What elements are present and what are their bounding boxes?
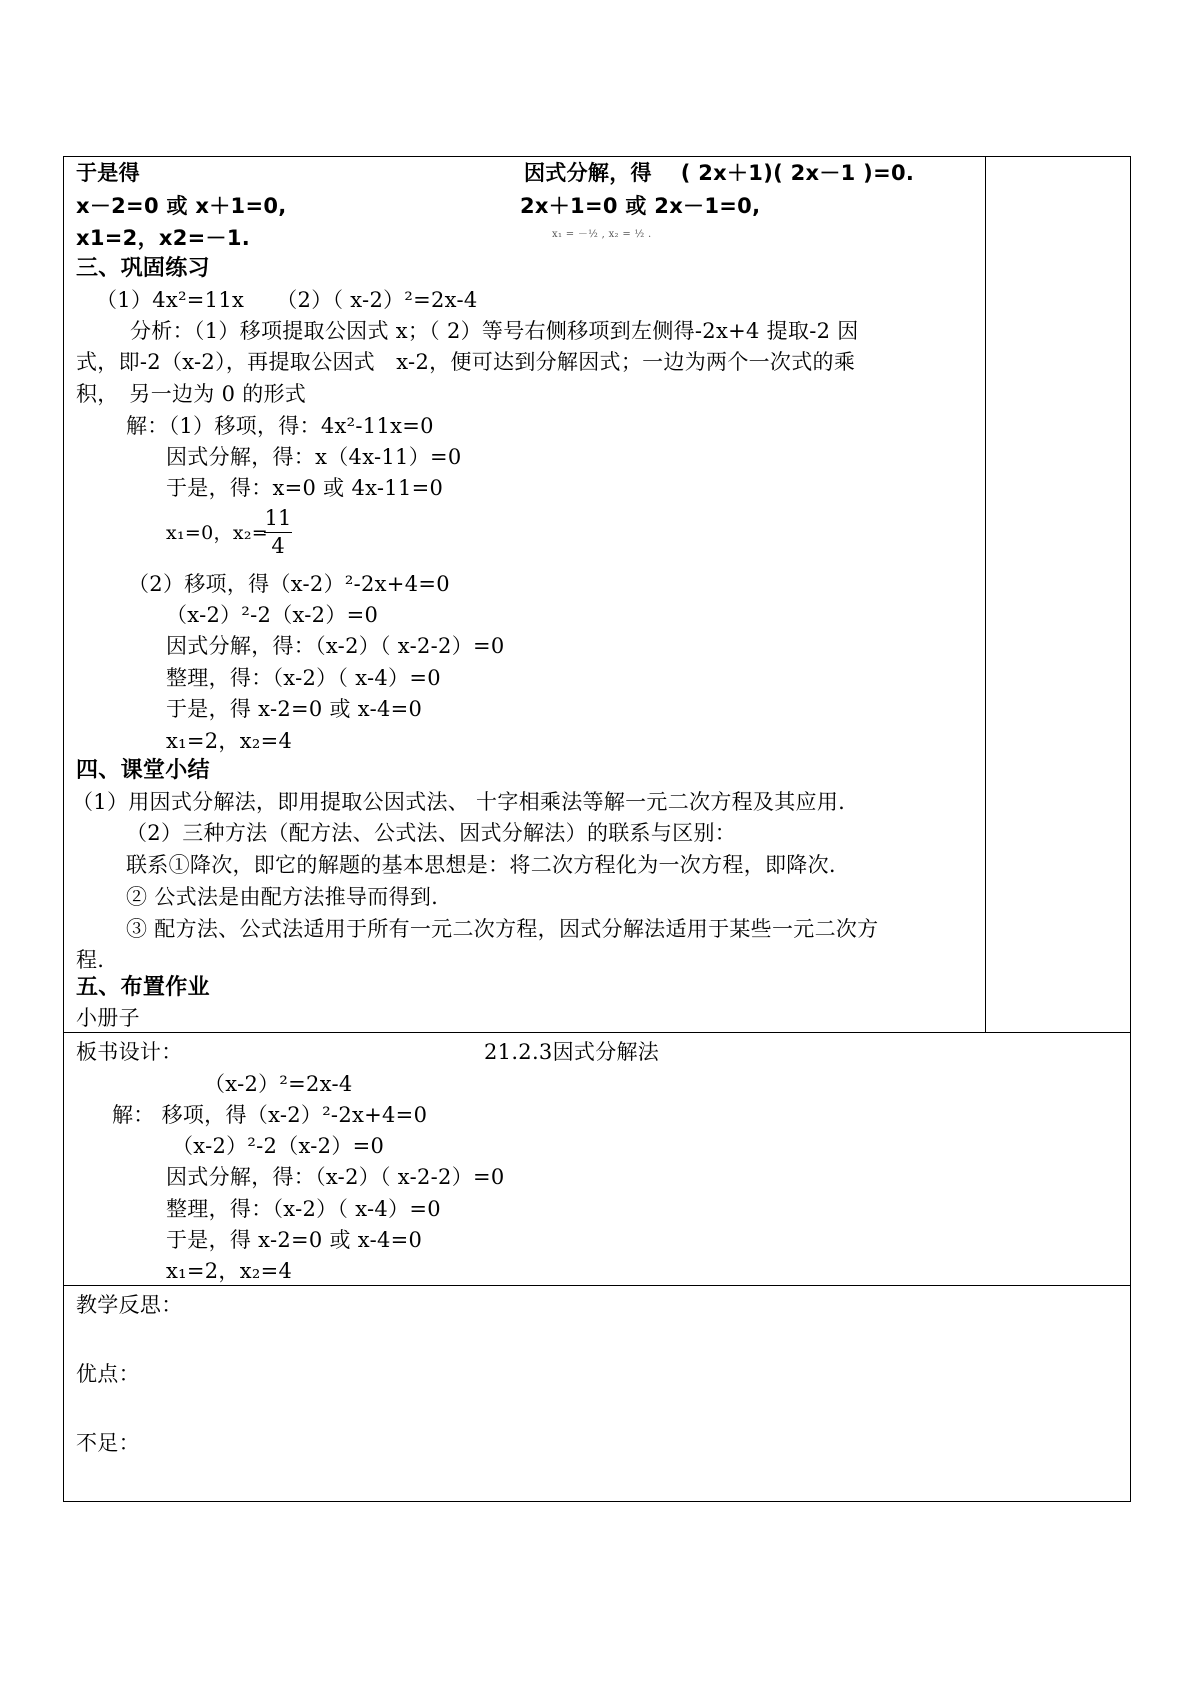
summary-line-1: （1）用因式分解法，即用提取公因式法、 十字相乘法等解一元二次方程及其应用. — [72, 790, 846, 814]
row-divider-reflection — [63, 1285, 1131, 1286]
fraction-denominator: 4 — [271, 534, 285, 558]
practice-problems: （1）4x²=11x （2）（ x-2）²=2x-4 — [96, 288, 478, 312]
column-divider — [985, 156, 986, 1032]
board-line-5: 整理，得：（x-2）（ x-4）=0 — [166, 1197, 441, 1221]
reflection-label: 教学反思： — [76, 1293, 183, 1317]
analysis-line-1: 分析：（1）移项提取公因式 x；（ 2）等号右侧移项到左侧得-2x+4 提取-2 因 — [130, 319, 859, 343]
reflection-cons-label: 不足： — [76, 1431, 140, 1455]
summary-heading: 四、课堂小结 — [76, 758, 210, 783]
summary-line-5: ③ 配方法、公式法适用于所有一元二次方程，因式分解法适用于某些一元二次方 — [126, 917, 879, 941]
summary-line-2: （2）三种方法（配方法、公式法、因式分解法）的联系与区别： — [126, 821, 737, 845]
solution2-line-4: 整理，得：（x-2）（ x-4）=0 — [166, 666, 441, 690]
board-label: 板书设计： — [76, 1040, 183, 1064]
solution2-line-1: （2）移项，得（x-2）²-2x+4=0 — [128, 572, 450, 596]
solution2-line-5: 于是，得 x-2=0 或 x-4=0 — [166, 697, 423, 721]
fraction-bar — [264, 532, 292, 533]
analysis-line-3: 积， 另一边为 0 的形式 — [76, 382, 307, 406]
solution1-fraction — [264, 508, 292, 557]
row-divider-board — [63, 1032, 1131, 1033]
homework-heading: 五、布置作业 — [76, 975, 210, 1000]
reflection-pros-label: 优点： — [76, 1362, 140, 1386]
top-left-line-3: x1=2，x2=－1. — [76, 226, 251, 250]
solution2-line-6: x₁=2，x₂=4 — [166, 729, 293, 753]
top-right-line-3: x₁ = －½ , x₂ = ½ . — [552, 229, 652, 240]
fraction-numerator: 11 — [264, 506, 292, 530]
solution2-line-3: 因式分解，得：（x-2）（ x-2-2）=0 — [166, 634, 505, 658]
homework-content: 小册子 — [76, 1006, 140, 1030]
top-left-line-1: 于是得 — [76, 161, 140, 185]
top-right-line-2: 2x＋1=0 或 2x－1=0, — [520, 194, 761, 218]
solution1-line-3: 于是，得：x=0 或 4x-11=0 — [166, 476, 444, 500]
summary-line-4: ② 公式法是由配方法推导而得到. — [126, 885, 439, 909]
board-line-6: 于是，得 x-2=0 或 x-4=0 — [166, 1228, 423, 1252]
board-line-3: （x-2）²-2（x-2）=0 — [172, 1134, 385, 1158]
top-left-line-2: x－2=0 或 x＋1=0, — [76, 194, 287, 218]
summary-line-3: 联系①降次，即它的解题的基本思想是：将二次方程化为一次方程，即降次. — [126, 853, 836, 877]
board-line-2: 解： 移项，得（x-2）²-2x+4=0 — [112, 1103, 428, 1127]
solution1-line-1: 解：（1）移项，得：4x²-11x=0 — [126, 414, 434, 438]
solution1-line-2: 因式分解，得：x（4x-11）=0 — [166, 445, 462, 469]
board-line-1: （x-2）²=2x-4 — [204, 1072, 353, 1096]
solution2-line-2: （x-2）²-2（x-2）=0 — [166, 603, 379, 627]
board-title: 21.2.3因式分解法 — [484, 1040, 660, 1064]
practice-heading: 三、巩固练习 — [76, 256, 210, 281]
board-line-7: x₁=2，x₂=4 — [166, 1259, 293, 1283]
top-right-line-1: 因式分解，得 ( 2x＋1)( 2x－1 )=0. — [524, 161, 915, 185]
solution1-result: x₁=0，x₂= — [166, 522, 268, 544]
board-line-4: 因式分解，得：（x-2）（ x-2-2）=0 — [166, 1165, 505, 1189]
analysis-line-2: 式，即-2（x-2），再提取公因式 x-2，便可达到分解因式；一边为两个一次式的乘 — [76, 350, 856, 374]
summary-line-6: 程. — [76, 948, 105, 972]
